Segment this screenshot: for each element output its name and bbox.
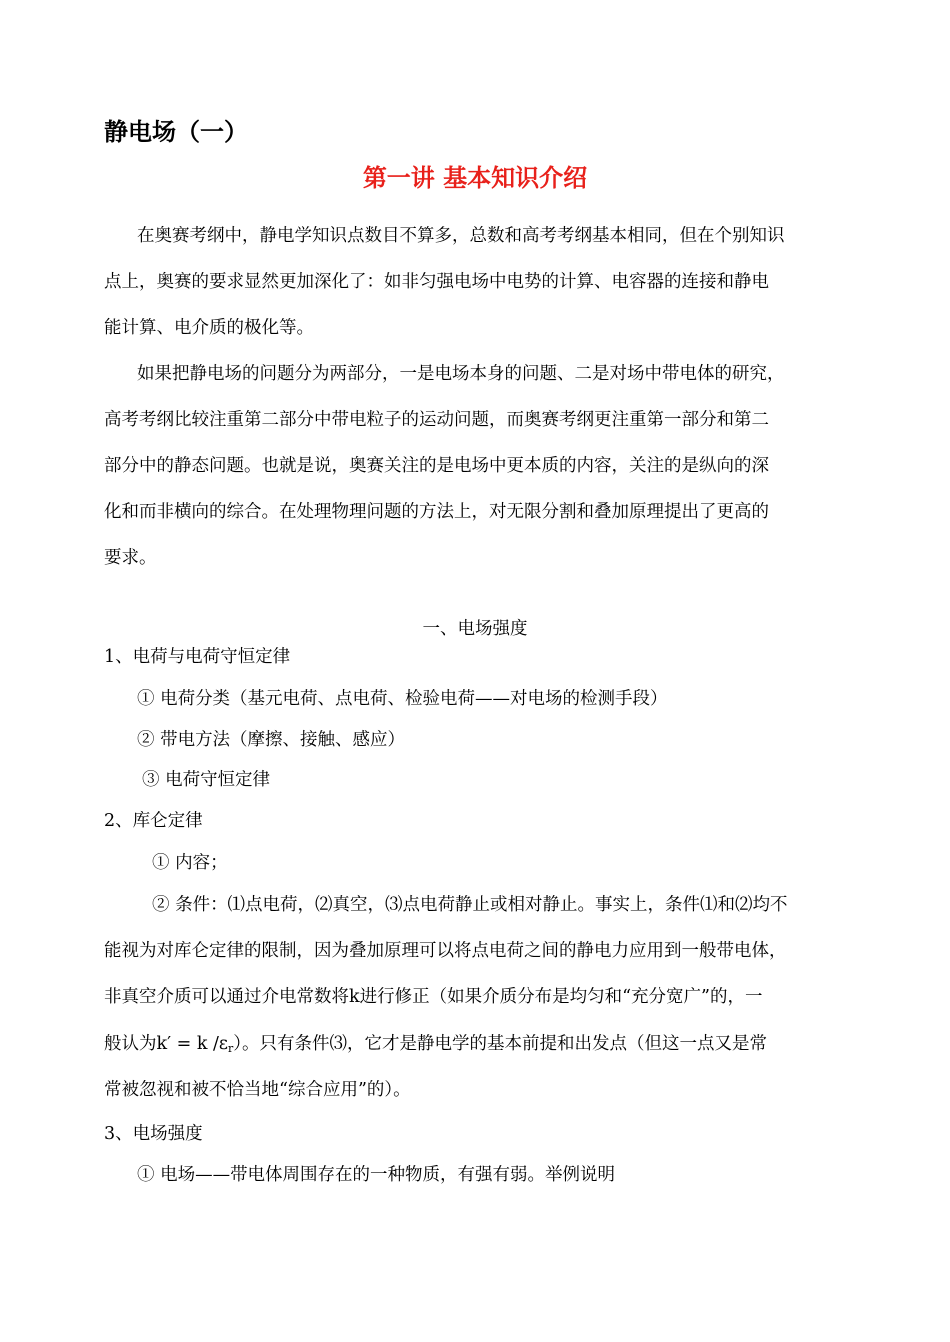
item2-heading: 2、库仑定律 bbox=[104, 811, 203, 831]
item2-condition-line-4 bbox=[104, 1031, 767, 1057]
item2-condition-line-5: 常被忽视和被不恰当地“综合应用”的）。 bbox=[104, 1080, 411, 1100]
intro-p2-line-3: 部分中的静态问题。也就是说，奥赛关注的是电场中更本质的内容，关注的是纵向的深 bbox=[104, 456, 769, 476]
item1-point-2: ② 带电方法（摩擦、接触、感应） bbox=[137, 730, 406, 750]
section-heading: 一、电场强度 bbox=[422, 619, 528, 639]
intro-p2-line-4: 化和而非横向的综合。在处理物理问题的方法上，对无限分割和叠加原理提出了更高的 bbox=[104, 502, 769, 522]
item3-point-1: ① 电场——带电体周围存在的一种物质，有强有弱。举例说明 bbox=[137, 1165, 616, 1185]
item1-point-1: ① 电荷分类（基元电荷、点电荷、检验电荷——对电场的检测手段） bbox=[137, 689, 668, 709]
intro-p1-line-1: 在奥赛考纲中，静电学知识点数目不算多，总数和高考考纲基本相同，但在个别知识 bbox=[137, 226, 785, 246]
item3-heading: 3、电场强度 bbox=[104, 1124, 203, 1144]
intro-p2-line-1: 如果把静电场的问题分为两部分，一是电场本身的问题、二是对场中带电体的研究， bbox=[137, 364, 785, 384]
intro-p2-line-2: 高考考纲比较注重第二部分中带电粒子的运动问题，而奥赛考纲更注重第一部分和第二 bbox=[104, 410, 769, 430]
item2-condition-line-3: 非真空介质可以通过介电常数将k进行修正（如果介质分布是均匀和“充分宽广”的，一 bbox=[104, 987, 763, 1007]
formula-text: 般认为k′ = k /ε bbox=[104, 1034, 228, 1054]
intro-p1-line-3: 能计算、电介质的极化等。 bbox=[104, 318, 314, 338]
item1-point-3: ③ 电荷守恒定律 bbox=[142, 770, 271, 790]
item2-point-1: ① 内容； bbox=[152, 853, 228, 873]
epsilon-subscript: r bbox=[228, 1042, 234, 1055]
item1-heading: 1、电荷与电荷守恒定律 bbox=[104, 647, 291, 667]
document-title: 静电场（一） bbox=[104, 118, 248, 146]
condition-line-4-rest: ）。只有条件⑶，它才是静电学的基本前提和出发点（但这一点又是常 bbox=[233, 1034, 768, 1054]
intro-p2-line-5: 要求。 bbox=[104, 548, 157, 568]
intro-p1-line-2: 点上，奥赛的要求显然更加深化了：如非匀强电场中电势的计算、电容器的连接和静电 bbox=[104, 272, 769, 292]
item2-condition-line-2: 能视为对库仑定律的限制，因为叠加原理可以将点电荷之间的静电力应用到一般带电体， bbox=[104, 941, 787, 961]
lecture-title: 第一讲 基本知识介绍 bbox=[362, 164, 588, 192]
item2-condition-line-1: ② 条件：⑴点电荷，⑵真空，⑶点电荷静止或相对静止。事实上，条件⑴和⑵均不 bbox=[152, 895, 788, 915]
